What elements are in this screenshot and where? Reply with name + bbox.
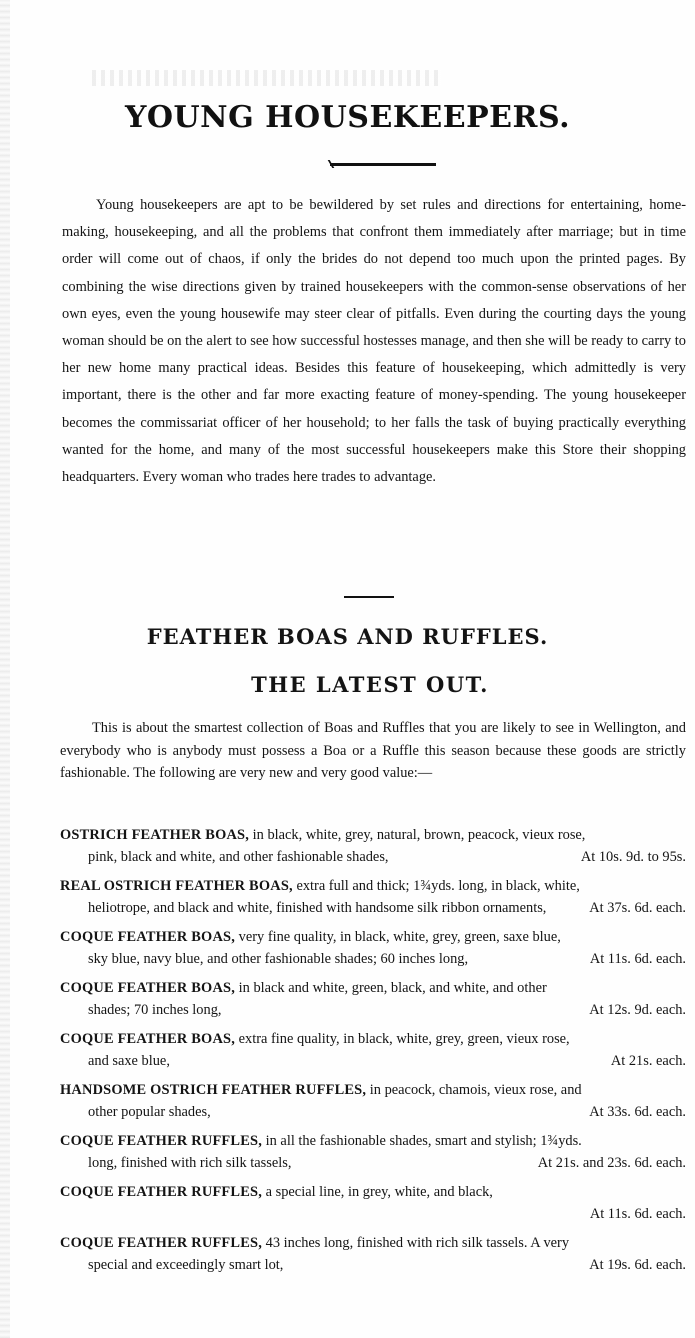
page-title: YOUNG HOUSEKEEPERS. xyxy=(124,100,571,135)
item-first-line xyxy=(60,1181,686,1203)
item-first-line xyxy=(60,824,686,846)
item-price: At 21s. and 23s. 6d. each. xyxy=(537,1155,686,1171)
item-first-line xyxy=(60,1028,686,1050)
item-second-line xyxy=(60,1254,686,1276)
list-item xyxy=(60,875,686,919)
item-name: COQUE FEATHER RUFFLES, xyxy=(60,1133,263,1149)
list-item xyxy=(60,977,686,1021)
item-first-line xyxy=(60,926,686,948)
product-list xyxy=(60,824,686,1283)
item-first-line xyxy=(60,1232,686,1254)
item-first-line xyxy=(60,1079,686,1101)
item-second-line xyxy=(60,1101,686,1123)
list-item xyxy=(60,1232,686,1276)
item-description-continued: heliotrope, and black and white, finished with handsome silk ribbon ornaments, xyxy=(88,900,547,916)
item-description: a special line, in grey, white, and black, xyxy=(265,1184,493,1200)
item-price: At 21s. each. xyxy=(610,1053,686,1069)
item-description: extra fine quality, in black, white, grey, green, vieux rose, xyxy=(238,1031,570,1047)
item-name: COQUE FEATHER RUFFLES, xyxy=(60,1235,263,1251)
item-price: At 37s. 6d. each. xyxy=(589,900,686,916)
item-name: HANDSOME OSTRICH FEATHER RUFFLES, xyxy=(60,1082,367,1098)
item-second-line xyxy=(60,1050,686,1072)
item-first-line xyxy=(60,875,686,897)
item-price: At 33s. 6d. each. xyxy=(589,1104,686,1120)
item-name: OSTRICH FEATHER BOAS, xyxy=(60,827,250,843)
item-description-continued: special and exceedingly smart lot, xyxy=(88,1257,284,1273)
item-description: in black and white, green, black, and white, and other xyxy=(238,980,547,996)
item-first-line xyxy=(60,1130,686,1152)
list-item xyxy=(60,926,686,970)
item-name: COQUE FEATHER BOAS, xyxy=(60,1031,236,1047)
section-heading: FEATHER BOAS AND RUFFLES. xyxy=(146,624,549,649)
list-item xyxy=(60,1028,686,1072)
item-second-line xyxy=(60,897,686,919)
item-description-continued: pink, black and white, and other fashionable shades, xyxy=(88,849,389,865)
item-second-line xyxy=(60,1152,686,1174)
item-price: At 11s. 6d. each. xyxy=(589,951,686,967)
item-price: At 11s. 6d. each. xyxy=(589,1206,686,1222)
list-item xyxy=(60,824,686,868)
item-description: in black, white, grey, natural, brown, peacock, vieux rose, xyxy=(252,827,586,843)
item-description-continued: shades; 70 inches long, xyxy=(88,1002,222,1018)
item-price: At 12s. 9d. each. xyxy=(589,1002,686,1018)
faint-bleed-through-text xyxy=(92,70,442,86)
item-description-continued: other popular shades, xyxy=(88,1104,211,1120)
item-description-continued: long, finished with rich silk tassels, xyxy=(88,1155,292,1171)
item-name: COQUE FEATHER RUFFLES, xyxy=(60,1184,263,1200)
item-description: in peacock, chamois, vieux rose, and xyxy=(369,1082,582,1098)
page-edge-scan-noise xyxy=(0,0,10,1338)
item-description-continued: and saxe blue, xyxy=(88,1053,170,1069)
section-divider xyxy=(344,596,394,598)
list-item xyxy=(60,1130,686,1174)
list-item xyxy=(60,1079,686,1123)
title-ornament-rule xyxy=(318,160,436,170)
item-price: At 10s. 9d. to 95s. xyxy=(580,849,686,865)
body-paragraph: Young housekeepers are apt to be bewildered by set rules and directions for entertaining, home-making, housekeeping, and all the problems that confront them immediately after marriage; but in time order will come out of chaos, if only the brides do not depend too much upon the printed pages. By combining the wise directions given by trained housekeepers with the common-sense observations of her own eyes, even the young housewife may steer clear of pitfalls. Even during the courting days the young woman should be on the alert to see how successful hostesses manage, and then she will be ready to carry to her new home many practical ideas. Besides this feature of housekeeping, which admittedly is very important, there is the other and far more exacting feature of money-spending. The young housekeeper becomes the commissariat officer of her household; to her falls the task of buying practically everything wanted for the home, and many of the most successful housekeepers make this Store their shopping headquarters. Every woman who trades here trades to advantage. xyxy=(62,197,686,486)
item-name: REAL OSTRICH FEATHER BOAS, xyxy=(60,878,293,894)
item-second-line xyxy=(60,1203,686,1225)
item-second-line xyxy=(60,846,686,868)
item-second-line xyxy=(60,948,686,970)
item-description-continued: sky blue, navy blue, and other fashionable shades; 60 inches long, xyxy=(88,951,469,967)
item-description: very fine quality, in black, white, grey, green, saxe blue, xyxy=(238,929,561,945)
item-description: in all the fashionable shades, smart and stylish; 1¾yds. xyxy=(265,1133,582,1149)
item-description: 43 inches long, finished with rich silk tassels. A very xyxy=(265,1235,570,1251)
item-price: At 19s. 6d. each. xyxy=(589,1257,686,1273)
item-first-line xyxy=(60,977,686,999)
item-description: extra full and thick; 1¾yds. long, in black, white, xyxy=(296,878,580,894)
list-item xyxy=(60,1181,686,1225)
section-intro: This is about the smartest collection of Boas and Ruffles that you are likely to see in Wellington, and everybody who is anybody must possess a Boa or a Ruffle this season because these goods are strictly fashionable. The following are very new and very good value:— xyxy=(60,720,686,781)
item-second-line xyxy=(60,999,686,1021)
section-subheading: THE LATEST OUT. xyxy=(251,672,489,697)
item-name: COQUE FEATHER BOAS, xyxy=(60,929,236,945)
item-name: COQUE FEATHER BOAS, xyxy=(60,980,236,996)
